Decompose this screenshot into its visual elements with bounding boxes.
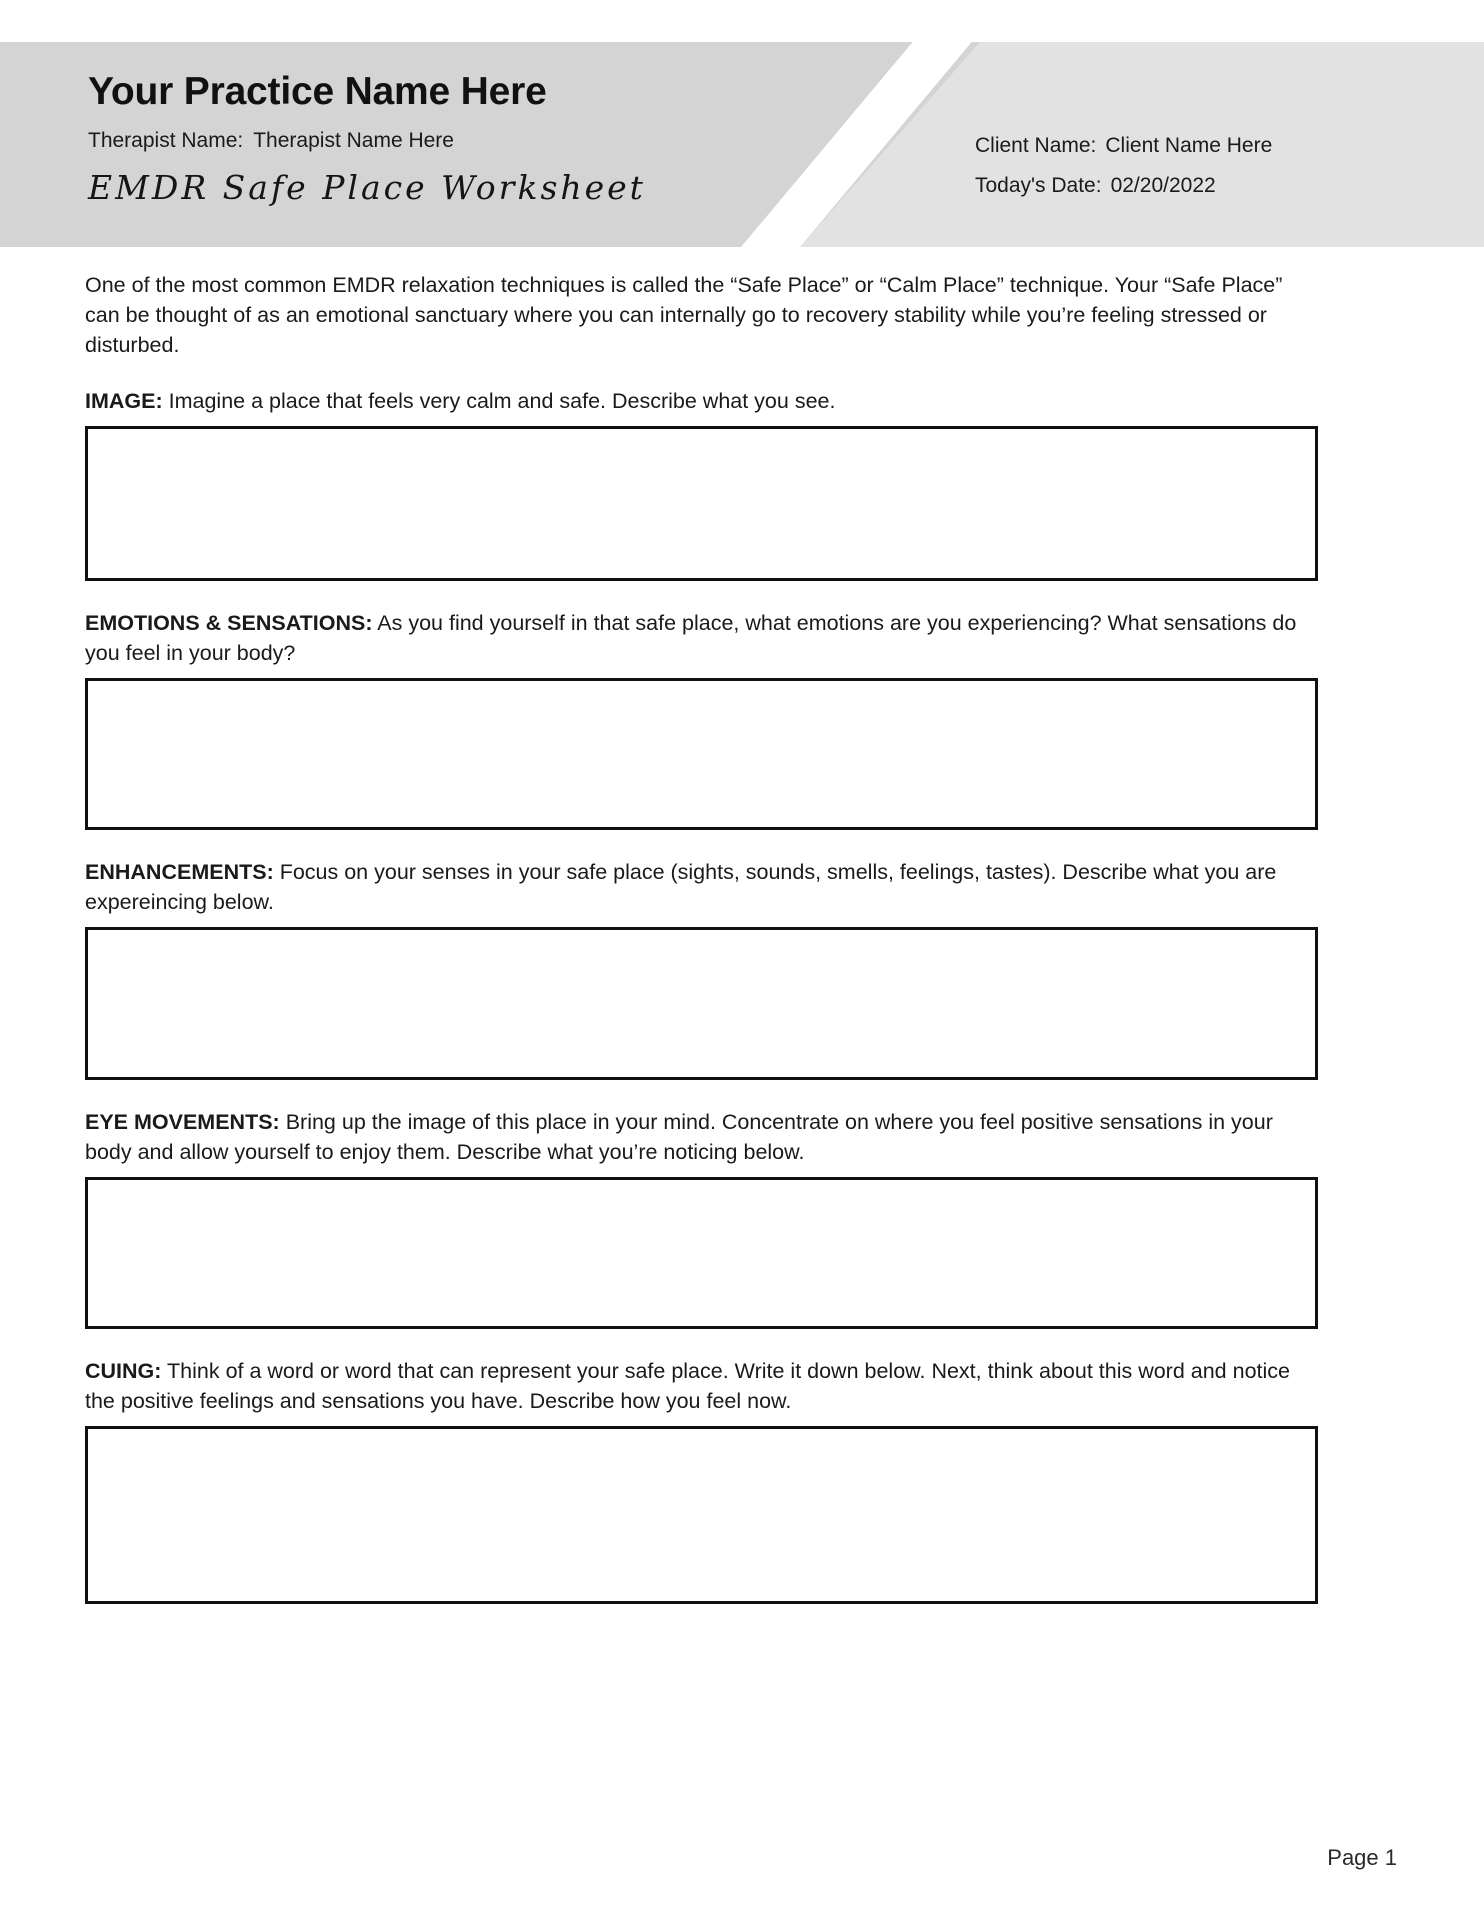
section-image-answer-box[interactable] — [85, 426, 1318, 581]
section-eye-movements-answer-box[interactable] — [85, 1177, 1318, 1329]
section-emotions-heading: EMOTIONS & SENSATIONS: — [85, 611, 373, 635]
section-cuing — [85, 1356, 1318, 1604]
therapist-name-line — [88, 129, 454, 153]
section-emotions-prompt — [85, 608, 1310, 668]
section-image-heading: IMAGE: — [85, 389, 163, 413]
section-cuing-prompt — [85, 1356, 1310, 1416]
therapist-name-value: Therapist Name Here — [253, 129, 454, 152]
section-emotions-answer-box[interactable] — [85, 678, 1318, 830]
section-enhancements-prompt — [85, 857, 1310, 917]
section-image-prompt — [85, 386, 1310, 416]
section-emotions-sensations — [85, 608, 1318, 830]
section-image — [85, 386, 1318, 581]
section-cuing-answer-box[interactable] — [85, 1426, 1318, 1604]
intro-paragraph: One of the most common EMDR relaxation techniques is called the “Safe Place” or “Calm Place” technique. Your “Safe Place” can be thought of as an emotional sanctuary where you can internally go to recovery stability while you’re feeling stressed or disturbed. — [85, 273, 1283, 357]
therapist-name-label: Therapist Name: — [88, 129, 244, 152]
section-enhancements-heading: ENHANCEMENTS: — [85, 860, 274, 884]
section-cuing-text: Think of a word or word that can represent your safe place. Write it down below. Next, think about this word and notice the positive feelings and sensations you have. Describe how you feel now. — [85, 1359, 1290, 1413]
page-footer — [85, 1845, 1397, 1871]
section-enhancements-text: Focus on your senses in your safe place (sights, sounds, smells, feelings, tastes). Describe what you are expereincing below. — [85, 860, 1277, 914]
section-eye-movements-heading: EYE MOVEMENTS: — [85, 1110, 280, 1134]
section-eye-movements-prompt — [85, 1107, 1310, 1167]
section-enhancements — [85, 857, 1318, 1080]
client-name-label: Client Name: — [975, 134, 1097, 157]
client-name-row — [975, 126, 1272, 166]
client-name-value: Client Name Here — [1105, 134, 1273, 157]
practice-name: Your Practice Name Here — [88, 70, 547, 113]
section-eye-movements-text: Bring up the image of this place in your mind. Concentrate on where you feel positive sensations in your body and allow yourself to enjoy them. Describe what you’re noticing below. — [85, 1110, 1273, 1164]
section-image-text: Imagine a place that feels very calm and safe. Describe what you see. — [162, 389, 836, 413]
todays-date-label: Today's Date: — [975, 174, 1102, 197]
section-emotions-text: As you find yourself in that safe place, what emotions are you experiencing? What sensations do you feel in your body? — [85, 611, 1297, 665]
page-number-label: Page 1 — [1327, 1845, 1397, 1870]
section-enhancements-answer-box[interactable] — [85, 927, 1318, 1080]
todays-date-row — [975, 166, 1272, 206]
worksheet-content — [85, 270, 1318, 1631]
worksheet-title: EMDR Safe Place Worksheet — [88, 168, 646, 207]
page-header — [0, 42, 1484, 247]
client-info-block — [975, 126, 1272, 206]
todays-date-value: 02/20/2022 — [1110, 174, 1216, 197]
section-cuing-heading: CUING: — [85, 1359, 162, 1383]
section-eye-movements — [85, 1107, 1318, 1329]
